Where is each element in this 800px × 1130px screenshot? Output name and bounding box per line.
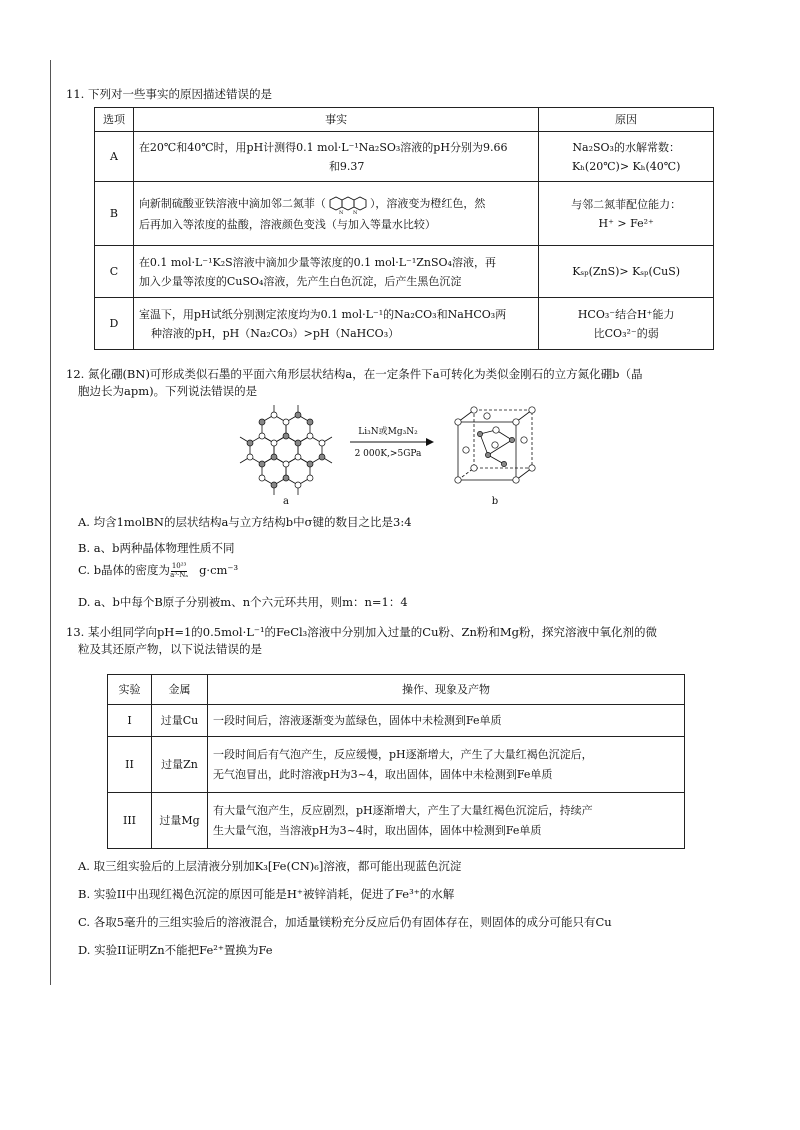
q12-option-b: B. a、b两种晶体物理性质不同: [78, 541, 235, 555]
row-label: C: [95, 246, 134, 298]
procedure-cell: [208, 737, 685, 793]
procedure-cell: 一段时间后，溶液逐渐变为蓝绿色，固体中未检测到Fe单质: [208, 705, 685, 737]
fact-text: ），溶液变为橙红色，然: [369, 197, 486, 211]
procedure-line: 无气泡冒出，此时溶液pH为3~4，取出固体，固体中未检测到Fe单质: [213, 767, 553, 781]
q11-header-row: [95, 108, 714, 132]
reason-cell: [539, 182, 714, 246]
q13-table: [107, 674, 685, 849]
svg-text:N: N: [352, 210, 358, 216]
row-label: A: [95, 132, 134, 182]
q13-stem-line: 13. 某小组同学向pH=1的0.5mol·L⁻¹的FeCl₃溶液中分别加入过量的Cu粉、Zn粉和Mg粉，探究溶液中氧化剂的微: [66, 625, 658, 639]
table-row: [95, 182, 714, 246]
q13-header-row: [108, 675, 685, 705]
q13-option-b: B. 实验II中出现红褐色沉淀的原因可能是H⁺被锌消耗，促进了Fe³⁺的水解: [78, 887, 455, 901]
procedure-cell: [208, 793, 685, 849]
table-row: [95, 246, 714, 298]
q13-header-metal: 金属: [152, 675, 208, 705]
reason-cell: Kₛₚ(ZnS)> Kₛₚ(CuS): [539, 246, 714, 298]
density-fraction: [170, 563, 188, 579]
fact-text: 向新制硫酸亚铁溶液中滴加邻二氮菲（: [138, 197, 326, 211]
q11-header-option: 选项: [95, 108, 134, 132]
fact-line: 室温下，用pH试纸分别测定浓度均为0.1 mol·L⁻¹的Na₂CO₃和NaHCO₃两: [138, 307, 507, 321]
fact-line: 在20℃和40℃时，用pH计测得0.1 mol·L⁻¹Na₂SO₃溶液的pH分别为9.66: [138, 140, 508, 154]
q13-option-d: D. 实验II证明Zn不能把Fe²⁺置换为Fe: [78, 943, 273, 957]
reason-line: HCO₃⁻结合H⁺能力: [577, 307, 675, 321]
metal-cell: 过量Zn: [152, 737, 208, 793]
table-row: [95, 132, 714, 182]
table-row: [108, 793, 685, 849]
q12-stem-line: 12. 氮化硼(BN)可形成类似石墨的平面六角形层状结构a，在一定条件下a可转化为类似金刚石的立方氮化硼b（晶: [66, 367, 643, 381]
experiment-label: II: [108, 737, 152, 793]
fact-line: 加入少量等浓度的CuSO₄溶液，先产生白色沉淀，后产生黑色沉淀: [138, 274, 462, 288]
label-a: a: [283, 496, 289, 506]
q13-option-c: C. 各取5毫升的三组实验后的溶液混合，加适量镁粉充分反应后仍有固体存在，则固体的成分可能只有Cu: [78, 915, 612, 929]
fraction-denominator: a³·Nₐ: [170, 570, 189, 579]
fact-cell: [133, 132, 538, 182]
fact-cell: [133, 298, 538, 350]
experiment-label: I: [108, 705, 152, 737]
arrow-condition-bottom: 2 000K,>5GPa: [354, 449, 422, 459]
hexagonal-layer-structure-a: [240, 405, 332, 495]
experiment-label: III: [108, 793, 152, 849]
q12-stem-line: 胞边长为apm)。下列说法错误的是: [78, 383, 258, 398]
q11-table: [94, 107, 714, 350]
label-b: b: [491, 496, 499, 506]
svg-text:N: N: [338, 210, 344, 216]
q12-option-a: A. 均含1molBN的层状结构a与立方结构b中σ键的数目之比是3:4: [78, 515, 412, 529]
table-row: [95, 298, 714, 350]
reason-line: Kₕ(20℃)> Kₕ(40℃): [571, 159, 681, 173]
q12-stem: [66, 366, 766, 399]
procedure-line: 有大量气泡产生，反应剧烈，pH逐渐增大，产生了大量红褐色沉淀后，持续产: [213, 804, 593, 818]
q13-header-procedure: 操作、现象及产物: [208, 675, 685, 705]
q12-option-d: D. a、b中每个B原子分别被m、n个六元环共用，则m：n=1：4: [78, 595, 408, 609]
phenanthroline-structure-icon: [326, 193, 370, 215]
q11-header-reason: 原因: [539, 108, 714, 132]
fact-line: 在0.1 mol·L⁻¹K₂S溶液中滴加少量等浓度的0.1 mol·L⁻¹ZnSO₄溶液，再: [138, 255, 496, 269]
q12-option-c: [78, 562, 238, 579]
density-unit: g·cm⁻³: [199, 563, 239, 577]
option-c-text: C. b晶体的密度为: [78, 563, 171, 577]
q13-option-a: A. 取三组实验后的上层清液分别加K₃[Fe(CN)₆]溶液，都可能出现蓝色沉淀: [78, 859, 462, 873]
procedure-line: 一段时间后有气泡产生，反应缓慢，pH逐渐增大，产生了大量红褐色沉淀后，: [213, 748, 593, 762]
margin-line: [50, 60, 51, 985]
arrow-condition-top: Li₃N或Mg₃N₂: [358, 427, 418, 437]
reason-line: H⁺ > Fe²⁺: [598, 216, 654, 230]
fact-cell: [133, 246, 538, 298]
reason-line: Na₂SO₃的水解常数：: [572, 140, 680, 154]
reason-cell: [539, 132, 714, 182]
reason-line: 与邻二氮菲配位能力：: [571, 197, 682, 211]
cell-atoms: [455, 407, 535, 483]
fact-line: [139, 193, 533, 215]
arrow-head-icon: [426, 438, 434, 446]
metal-cell: 过量Cu: [152, 705, 208, 737]
q13-stem: [66, 624, 776, 657]
reason-cell: [539, 298, 714, 350]
reason-line: 比CO₃²⁻的弱: [593, 326, 659, 340]
metal-cell: 过量Mg: [152, 793, 208, 849]
table-row: [108, 705, 685, 737]
table-row: [108, 737, 685, 793]
procedure-line: 生大量气泡，当溶液pH为3~4时，取出固体，固体中检测到Fe单质: [213, 823, 542, 837]
fact-line: 和9.37: [328, 159, 365, 173]
bn-structure-diagram: [228, 400, 558, 506]
q11-stem: 11. 下列对一些事实的原因描述错误的是: [66, 87, 272, 101]
fact-line: 后再加入等浓度的盐酸，溶液颜色变浅（与加入等量水比较）: [138, 218, 436, 232]
q13-header-experiment: 实验: [108, 675, 152, 705]
atoms: [247, 412, 325, 488]
row-label: D: [95, 298, 134, 350]
fact-cell: [133, 182, 538, 246]
q13-stem-line: 粒及其还原产物，以下说法错误的是: [78, 641, 262, 656]
fraction-numerator: 10²³: [171, 562, 187, 571]
fact-line: 种溶液的pH，pH（Na₂CO₃）>pH（NaHCO₃）: [150, 326, 400, 340]
q11-header-fact: 事实: [133, 108, 538, 132]
row-label: B: [95, 182, 134, 246]
